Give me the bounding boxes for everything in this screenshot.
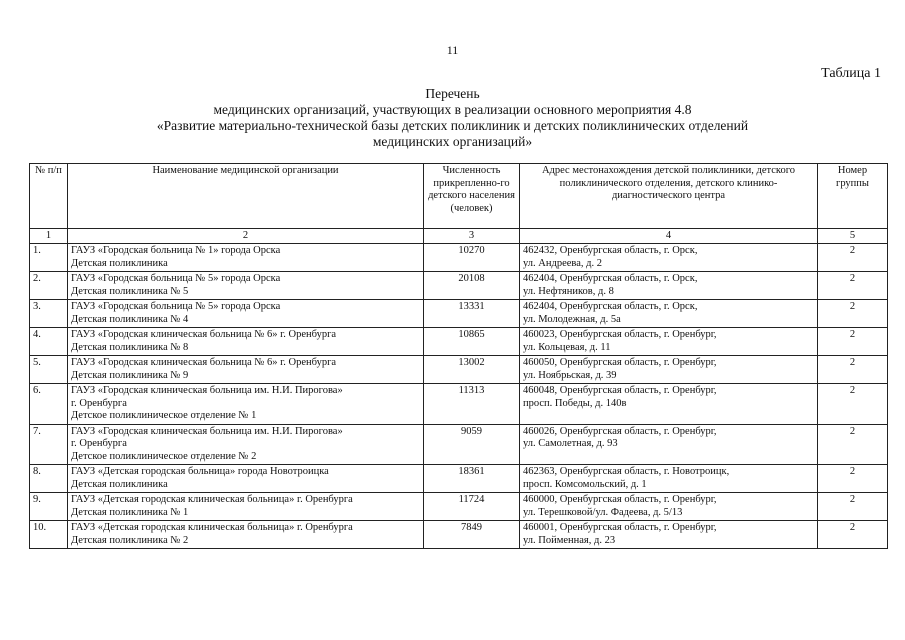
address-line: ул. Пойменная, д. 23 (523, 534, 616, 546)
row-number: 6. (30, 384, 68, 425)
organization-name-line: Детская поликлиника № 2 (71, 534, 189, 546)
organization-name (68, 356, 424, 384)
child-population: 11724 (424, 493, 520, 521)
child-population: 9059 (424, 424, 520, 465)
organization-name-line: ГАУЗ «Городская больница № 5» города Орска (71, 301, 281, 312)
organization-name-line: ГАУЗ «Детская городская клиническая больница» г. Оренбурга (71, 494, 353, 505)
organization-name-line: ГАУЗ «Городская клиническая больница № 6» г. Оренбурга (71, 329, 337, 340)
address-line: 460001, Оренбургская область, г. Оренбург, (523, 522, 717, 533)
group-number: 2 (818, 356, 888, 384)
table-header-row (30, 164, 888, 229)
organization-name-line: Детская поликлиника (71, 257, 168, 269)
row-number: 7. (30, 424, 68, 465)
organization-name-line: г. Оренбурга (71, 438, 127, 449)
row-number: 4. (30, 328, 68, 356)
address (520, 328, 818, 356)
organization-name (68, 244, 424, 272)
address-line: 462404, Оренбургская область, г. Орск, (523, 301, 698, 312)
address-line: 460026, Оренбургская область, г. Оренбург, (523, 425, 717, 437)
header-population: Численность прикрепленно-го детского населения (человек) (424, 164, 520, 229)
child-population: 18361 (424, 465, 520, 493)
group-number: 2 (818, 465, 888, 493)
address-line: 460050, Оренбургская область, г. Оренбург, (523, 357, 717, 368)
column-number-row (30, 229, 888, 244)
organization-name-line: Детская поликлиника № 4 (71, 313, 189, 325)
table-row (30, 300, 888, 328)
group-number: 2 (818, 272, 888, 300)
address-line: ул. Андреева, д. 2 (523, 257, 602, 269)
organization-name-line: ГАУЗ «Городская больница № 1» города Орска (71, 245, 281, 256)
address-line: ул. Терешковой/ул. Фадеева, д. 5/13 (523, 506, 683, 518)
table-row (30, 272, 888, 300)
group-number: 2 (818, 424, 888, 465)
row-number: 5. (30, 356, 68, 384)
header-num: № п/п (30, 164, 68, 229)
organization-name-line: ГАУЗ «Детская городская больница» города Новотроицка (71, 466, 329, 477)
organization-name-line: Детская поликлиника № 8 (71, 341, 189, 353)
address-line: 460023, Оренбургская область, г. Оренбург, (523, 329, 717, 340)
address-line: 462432, Оренбургская область, г. Орск, (523, 245, 698, 256)
address-line: 462363, Оренбургская область, г. Новотроицк, (523, 466, 730, 477)
organization-name-line: Детская поликлиника (71, 478, 168, 490)
address-line: ул. Самолетная, д. 93 (523, 438, 618, 449)
child-population: 11313 (424, 384, 520, 425)
table-row (30, 356, 888, 384)
organization-name (68, 272, 424, 300)
group-number: 2 (818, 384, 888, 425)
group-number: 2 (818, 300, 888, 328)
row-number: 2. (30, 272, 68, 300)
table-body (30, 244, 888, 549)
organization-name (68, 328, 424, 356)
address-line: ул. Кольцевая, д. 11 (523, 341, 611, 353)
address-line: ул. Нефтяников, д. 8 (523, 285, 614, 297)
column-number: 5 (818, 229, 888, 244)
title-line: Перечень (425, 86, 480, 101)
title-line: медицинских организаций, участвующих в реализации основного мероприятия 4.8 (213, 102, 692, 117)
address (520, 356, 818, 384)
page-number: 11 (446, 43, 459, 57)
organization-name (68, 493, 424, 521)
organization-name (68, 384, 424, 425)
header-group: Номер группы (818, 164, 888, 229)
document-title (0, 86, 905, 150)
column-number: 2 (68, 229, 424, 244)
organization-name-line: г. Оренбурга (71, 397, 127, 409)
organization-name-line: ГАУЗ «Городская клиническая больница им. Н.И. Пирогова» (71, 385, 343, 396)
organization-name (68, 300, 424, 328)
address (520, 384, 818, 425)
row-number: 10. (30, 521, 68, 549)
organization-name-line: Детское поликлиническое отделение № 2 (71, 450, 257, 462)
group-number: 2 (818, 493, 888, 521)
organization-name-line: ГАУЗ «Городская клиническая больница № 6» г. Оренбурга (71, 357, 337, 368)
row-number: 8. (30, 465, 68, 493)
column-number: 3 (424, 229, 520, 244)
child-population: 13331 (424, 300, 520, 328)
child-population: 13002 (424, 356, 520, 384)
table-row (30, 384, 888, 425)
address (520, 424, 818, 465)
organization-name (68, 465, 424, 493)
child-population: 10270 (424, 244, 520, 272)
table-label: Таблица 1 (821, 66, 881, 81)
column-number: 1 (30, 229, 68, 244)
table-row (30, 244, 888, 272)
organization-name-line: Детское поликлиническое отделение № 1 (71, 410, 257, 421)
group-number: 2 (818, 328, 888, 356)
address-line: ул. Молодежная, д. 5а (523, 313, 621, 325)
organization-name (68, 521, 424, 549)
row-number: 9. (30, 493, 68, 521)
group-number: 2 (818, 521, 888, 549)
address-line: 460048, Оренбургская область, г. Оренбург, (523, 385, 717, 396)
address (520, 493, 818, 521)
title-line: медицинских организаций» (372, 134, 533, 149)
table-row (30, 424, 888, 465)
child-population: 20108 (424, 272, 520, 300)
address (520, 244, 818, 272)
header-address: Адрес местонахождения детской поликлиники, детского поликлинического отделения, детского клинико-диагностического центра (520, 164, 818, 229)
table-row (30, 328, 888, 356)
row-number: 1. (30, 244, 68, 272)
group-number: 2 (818, 244, 888, 272)
organization-name-line: Детская поликлиника № 1 (71, 506, 189, 518)
child-population: 10865 (424, 328, 520, 356)
address-line: ул. Ноябрьская, д. 39 (523, 369, 617, 381)
address (520, 465, 818, 493)
address (520, 272, 818, 300)
address-line: просп. Победы, д. 140в (523, 397, 627, 409)
organization-name (68, 424, 424, 465)
table-row (30, 465, 888, 493)
table-row (30, 521, 888, 549)
organization-name-line: ГАУЗ «Городская клиническая больница им. Н.И. Пирогова» (71, 425, 343, 437)
organization-name-line: Детская поликлиника № 9 (71, 369, 189, 381)
address (520, 300, 818, 328)
organization-name-line: ГАУЗ «Городская больница № 5» города Орска (71, 273, 281, 284)
organization-name-line: ГАУЗ «Детская городская клиническая больница» г. Оренбурга (71, 522, 353, 533)
address (520, 521, 818, 549)
child-population: 7849 (424, 521, 520, 549)
row-number: 3. (30, 300, 68, 328)
header-name: Наименование медицинской организации (68, 164, 424, 229)
column-number: 4 (520, 229, 818, 244)
organizations-table (29, 163, 888, 549)
table-row (30, 493, 888, 521)
address-line: 460000, Оренбургская область, г. Оренбург, (523, 494, 717, 505)
address-line: просп. Комсомольский, д. 1 (523, 478, 647, 490)
organization-name-line: Детская поликлиника № 5 (71, 285, 189, 297)
address-line: 462404, Оренбургская область, г. Орск, (523, 273, 698, 284)
title-line: «Развитие материально-технической базы детских поликлиник и детских поликлинических отделений (156, 118, 749, 133)
